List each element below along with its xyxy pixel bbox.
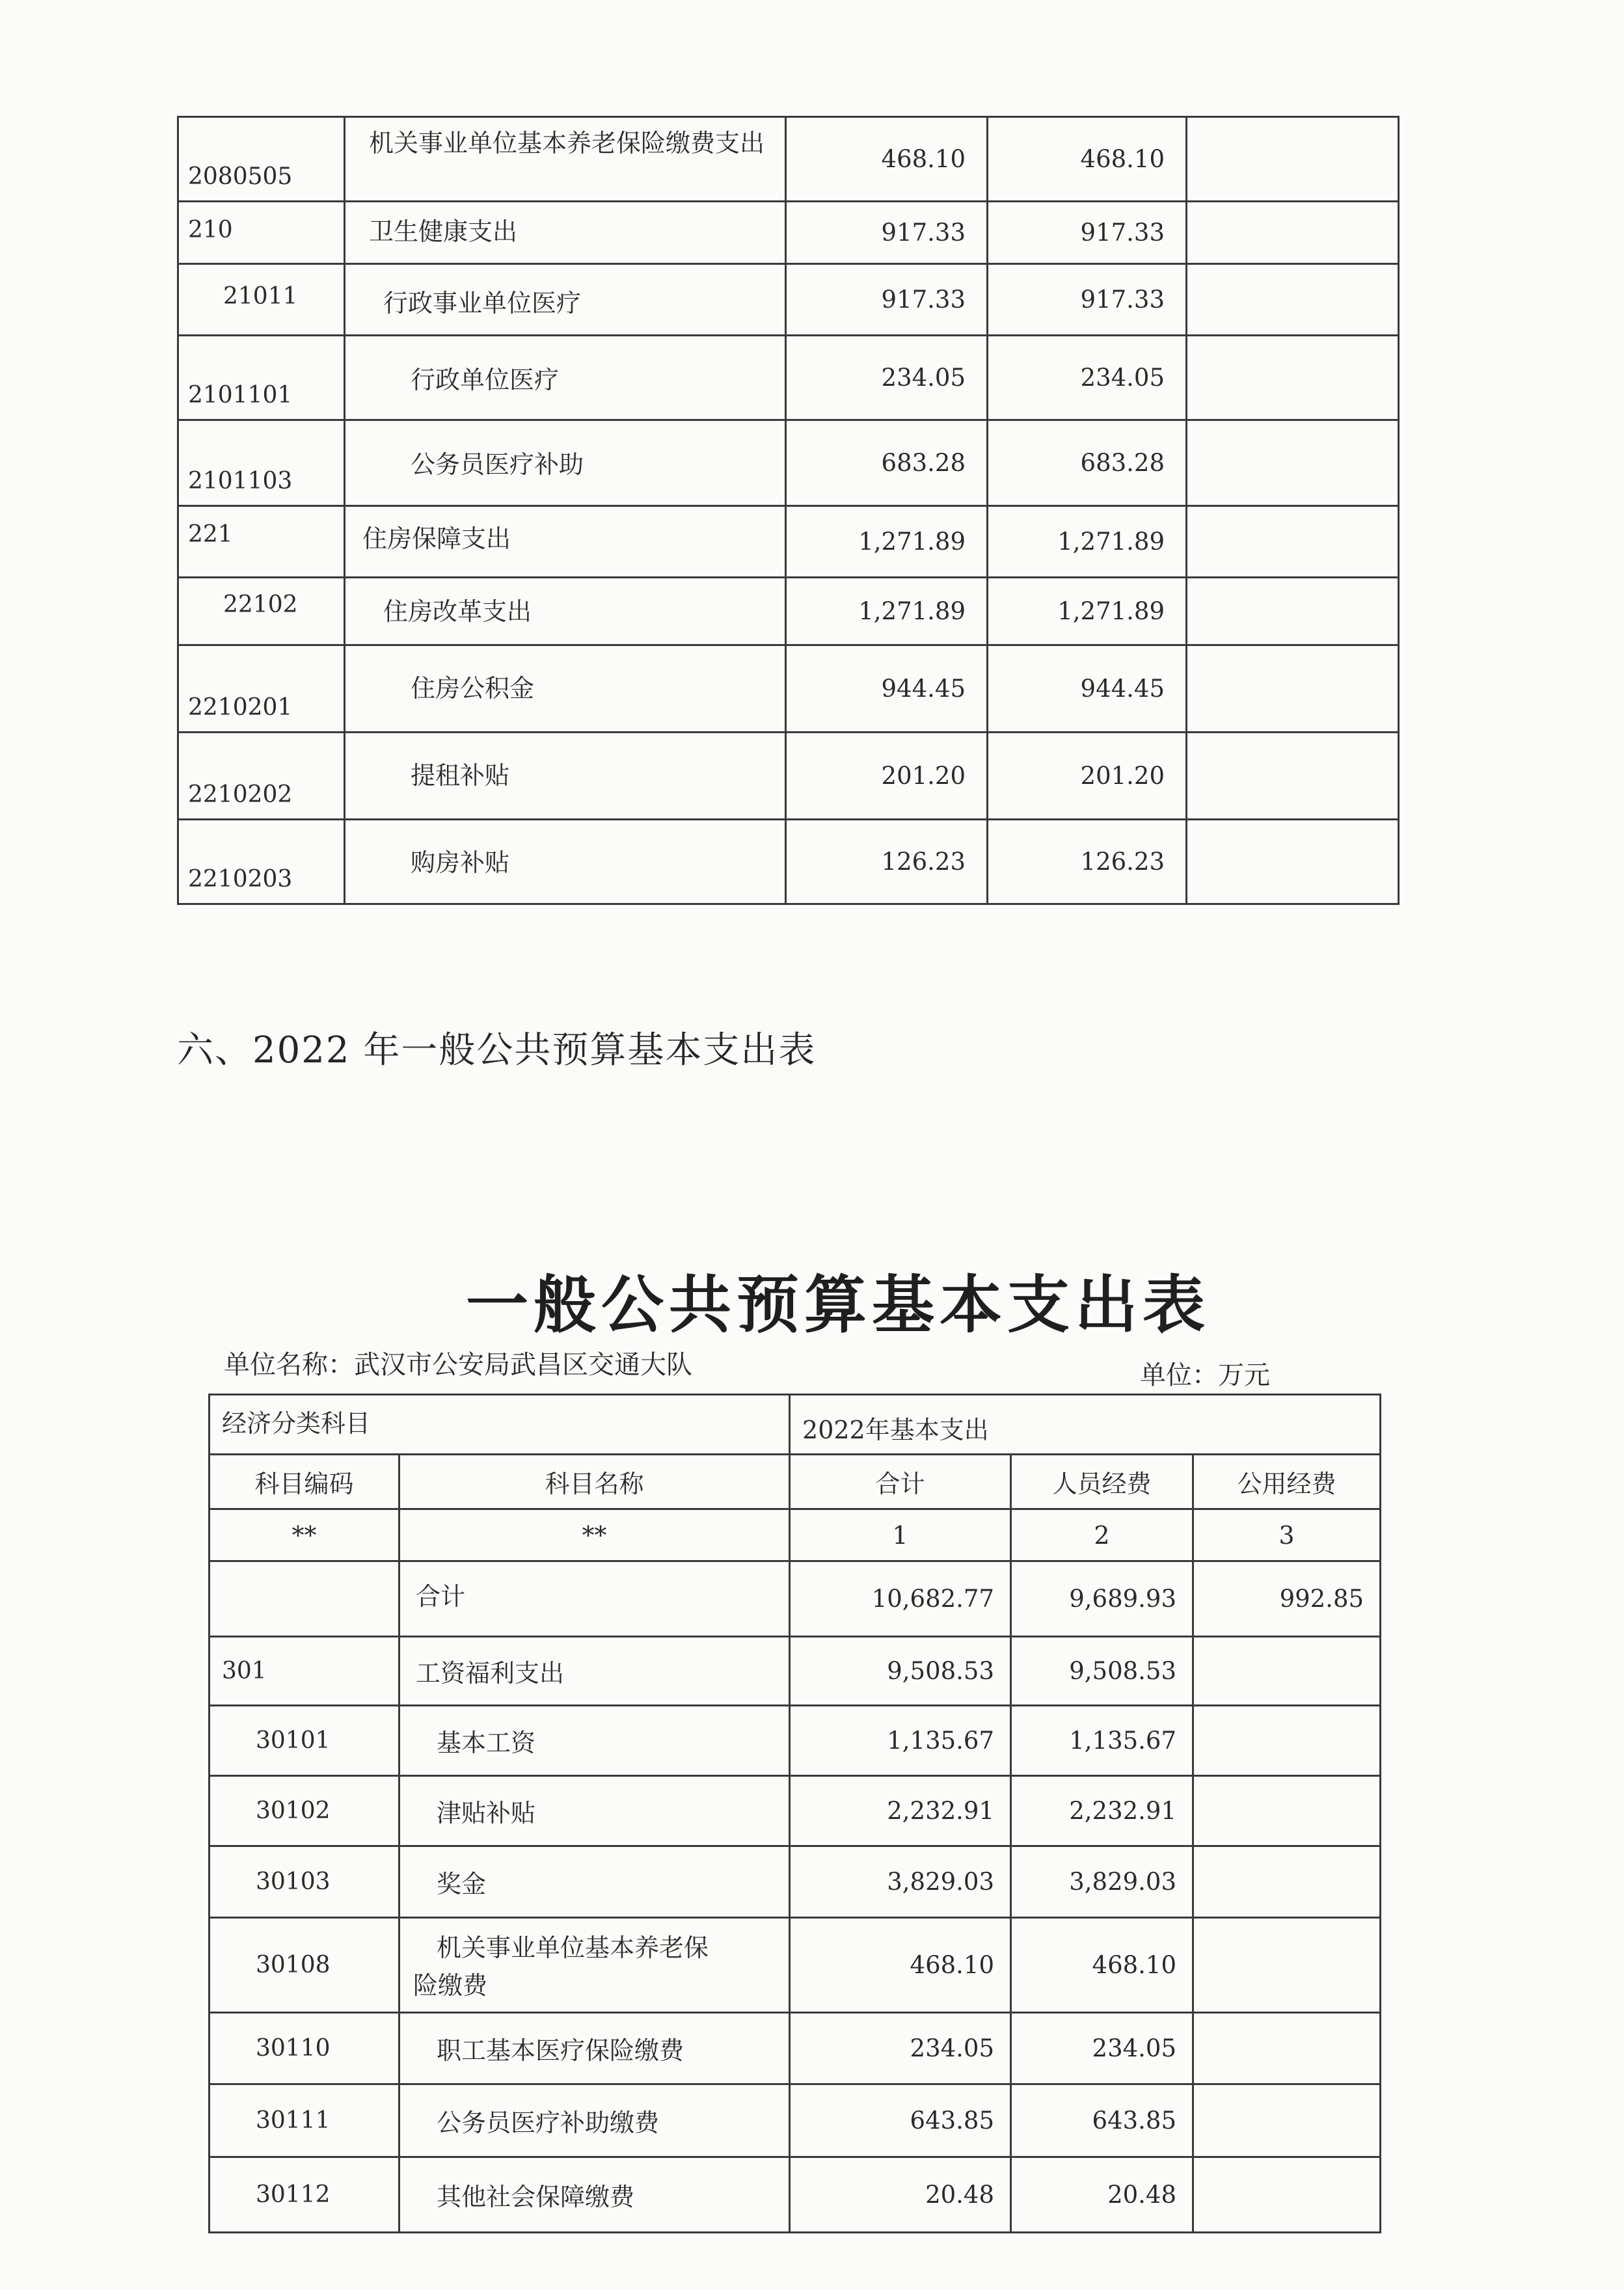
row-personnel: 1,271.89 bbox=[988, 506, 1187, 578]
table-row bbox=[210, 1637, 1381, 1706]
row-total: 1,271.89 bbox=[786, 578, 988, 645]
row-name bbox=[345, 117, 786, 202]
table-row bbox=[210, 1918, 1381, 2013]
index-code: ** bbox=[210, 1509, 399, 1561]
page-title: 一般公共预算基本支出表 bbox=[466, 1268, 1210, 1341]
table-row bbox=[178, 645, 1399, 733]
row-public bbox=[1187, 202, 1399, 264]
row-code: 2210203 bbox=[178, 820, 345, 904]
table-row bbox=[210, 2013, 1381, 2084]
row-code: 30102 bbox=[210, 1776, 399, 1846]
row-total: 1,271.89 bbox=[786, 506, 988, 578]
row-code: 22102 bbox=[178, 578, 345, 645]
row-code: 30103 bbox=[210, 1846, 399, 1918]
row-personnel: 3,829.03 bbox=[1011, 1846, 1193, 1918]
table-row bbox=[178, 264, 1399, 336]
row-total: 201.20 bbox=[786, 733, 988, 820]
table-row bbox=[178, 733, 1399, 820]
row-total: 20.48 bbox=[790, 2157, 1011, 2233]
row-total: 1,135.67 bbox=[790, 1706, 1011, 1776]
table-row bbox=[178, 117, 1399, 202]
row-public bbox=[1193, 1918, 1381, 2013]
row-personnel: 643.85 bbox=[1011, 2084, 1193, 2157]
row-personnel: 944.45 bbox=[988, 645, 1187, 733]
header-group-row bbox=[210, 1395, 1381, 1455]
total-personnel: 9,689.93 bbox=[1011, 1561, 1193, 1637]
row-personnel: 1,135.67 bbox=[1011, 1706, 1193, 1776]
row-code: 301 bbox=[210, 1637, 399, 1706]
row-total: 9,508.53 bbox=[790, 1637, 1011, 1706]
row-public bbox=[1193, 2013, 1381, 2084]
index-personnel: 2 bbox=[1011, 1509, 1193, 1561]
table-row bbox=[178, 336, 1399, 420]
row-name: 卫生健康支出 bbox=[345, 202, 786, 264]
row-total: 468.10 bbox=[786, 117, 988, 202]
row-personnel: 234.05 bbox=[988, 336, 1187, 420]
row-total: 917.33 bbox=[786, 264, 988, 336]
row-total: 643.85 bbox=[790, 2084, 1011, 2157]
section-heading: 六、2022 年一般公共预算基本支出表 bbox=[177, 1029, 817, 1071]
row-name: 公务员医疗补助 bbox=[345, 420, 786, 506]
header-group-left: 经济分类科目 bbox=[210, 1395, 790, 1455]
row-public bbox=[1187, 117, 1399, 202]
row-personnel: 917.33 bbox=[988, 264, 1187, 336]
row-public bbox=[1187, 645, 1399, 733]
row-public bbox=[1187, 820, 1399, 904]
header-total: 合计 bbox=[790, 1455, 1011, 1509]
budget-expenditure-table bbox=[208, 1394, 1381, 2233]
row-code: 2101103 bbox=[178, 420, 345, 506]
row-name: 行政单位医疗 bbox=[345, 336, 786, 420]
row-code: 2080505 bbox=[178, 117, 345, 202]
header-code: 科目编码 bbox=[210, 1455, 399, 1509]
row-code: 30108 bbox=[210, 1918, 399, 2013]
row-total: 234.05 bbox=[786, 336, 988, 420]
table-row bbox=[178, 578, 1399, 645]
row-code: 210 bbox=[178, 202, 345, 264]
row-public bbox=[1193, 2084, 1381, 2157]
row-personnel: 20.48 bbox=[1011, 2157, 1193, 2233]
unit-name: 单位名称：武汉市公安局武昌区交通大队 bbox=[224, 1350, 692, 1380]
index-row bbox=[210, 1509, 1381, 1561]
total-public: 992.85 bbox=[1193, 1561, 1381, 1637]
row-name: 住房保障支出 bbox=[345, 506, 786, 578]
header-public: 公用经费 bbox=[1193, 1455, 1381, 1509]
row-total: 234.05 bbox=[790, 2013, 1011, 2084]
index-name: ** bbox=[399, 1509, 790, 1561]
row-code: 21011 bbox=[178, 264, 345, 336]
row-public bbox=[1193, 1776, 1381, 1846]
row-name-text: 机关事业单位基本养老保险缴费支出 bbox=[369, 129, 765, 157]
row-total: 944.45 bbox=[786, 645, 988, 733]
row-name: 住房改革支出 bbox=[345, 578, 786, 645]
row-name-text: 机关事业单位基本养老保险缴费 bbox=[413, 1933, 709, 2000]
total-total: 10,682.77 bbox=[790, 1561, 1011, 1637]
row-name: 其他社会保障缴费 bbox=[399, 2157, 790, 2233]
row-name: 基本工资 bbox=[399, 1706, 790, 1776]
row-name: 奖金 bbox=[399, 1846, 790, 1918]
row-total: 126.23 bbox=[786, 820, 988, 904]
index-public: 3 bbox=[1193, 1509, 1381, 1561]
row-personnel: 468.10 bbox=[988, 117, 1187, 202]
row-public bbox=[1187, 420, 1399, 506]
total-row bbox=[210, 1561, 1381, 1637]
row-public bbox=[1187, 506, 1399, 578]
header-personnel: 人员经费 bbox=[1011, 1455, 1193, 1509]
row-personnel: 9,508.53 bbox=[1011, 1637, 1193, 1706]
row-code: 30112 bbox=[210, 2157, 399, 2233]
table-row bbox=[178, 202, 1399, 264]
row-code: 30111 bbox=[210, 2084, 399, 2157]
row-public bbox=[1193, 2157, 1381, 2233]
row-name: 公务员医疗补助缴费 bbox=[399, 2084, 790, 2157]
table-row bbox=[210, 2084, 1381, 2157]
row-name: 职工基本医疗保险缴费 bbox=[399, 2013, 790, 2084]
row-personnel: 468.10 bbox=[1011, 1918, 1193, 2013]
row-total: 3,829.03 bbox=[790, 1846, 1011, 1918]
row-code: 30101 bbox=[210, 1706, 399, 1776]
table-row bbox=[178, 820, 1399, 904]
row-personnel: 126.23 bbox=[988, 820, 1187, 904]
row-personnel: 2,232.91 bbox=[1011, 1776, 1193, 1846]
row-personnel: 1,271.89 bbox=[988, 578, 1187, 645]
row-name: 行政事业单位医疗 bbox=[345, 264, 786, 336]
total-code bbox=[210, 1561, 399, 1637]
currency-unit: 单位：万元 bbox=[1140, 1360, 1270, 1390]
header-row bbox=[210, 1455, 1381, 1509]
table-row bbox=[210, 1706, 1381, 1776]
row-code: 2210202 bbox=[178, 733, 345, 820]
total-label: 合计 bbox=[399, 1561, 790, 1637]
row-public bbox=[1187, 578, 1399, 645]
row-personnel: 234.05 bbox=[1011, 2013, 1193, 2084]
table-row bbox=[178, 506, 1399, 578]
index-total: 1 bbox=[790, 1509, 1011, 1561]
row-name: 津贴补贴 bbox=[399, 1776, 790, 1846]
row-personnel: 683.28 bbox=[988, 420, 1187, 506]
table-row bbox=[210, 2157, 1381, 2233]
continuation-table bbox=[177, 116, 1400, 905]
row-code: 30110 bbox=[210, 2013, 399, 2084]
row-public bbox=[1187, 336, 1399, 420]
row-code: 2101101 bbox=[178, 336, 345, 420]
row-total: 468.10 bbox=[790, 1918, 1011, 2013]
header-name: 科目名称 bbox=[399, 1455, 790, 1509]
row-total: 917.33 bbox=[786, 202, 988, 264]
row-name bbox=[399, 1918, 790, 2013]
row-public bbox=[1193, 1706, 1381, 1776]
table-row bbox=[210, 1776, 1381, 1846]
row-name: 工资福利支出 bbox=[399, 1637, 790, 1706]
row-code: 2210201 bbox=[178, 645, 345, 733]
table-row bbox=[178, 420, 1399, 506]
row-name: 提租补贴 bbox=[345, 733, 786, 820]
row-personnel: 201.20 bbox=[988, 733, 1187, 820]
header-group-right: 2022年基本支出 bbox=[790, 1395, 1381, 1455]
row-total: 683.28 bbox=[786, 420, 988, 506]
row-public bbox=[1193, 1637, 1381, 1706]
row-name: 住房公积金 bbox=[345, 645, 786, 733]
row-public bbox=[1193, 1846, 1381, 1918]
row-public bbox=[1187, 733, 1399, 820]
row-total: 2,232.91 bbox=[790, 1776, 1011, 1846]
row-public bbox=[1187, 264, 1399, 336]
row-name: 购房补贴 bbox=[345, 820, 786, 904]
table-row bbox=[210, 1846, 1381, 1918]
row-code: 221 bbox=[178, 506, 345, 578]
row-personnel: 917.33 bbox=[988, 202, 1187, 264]
